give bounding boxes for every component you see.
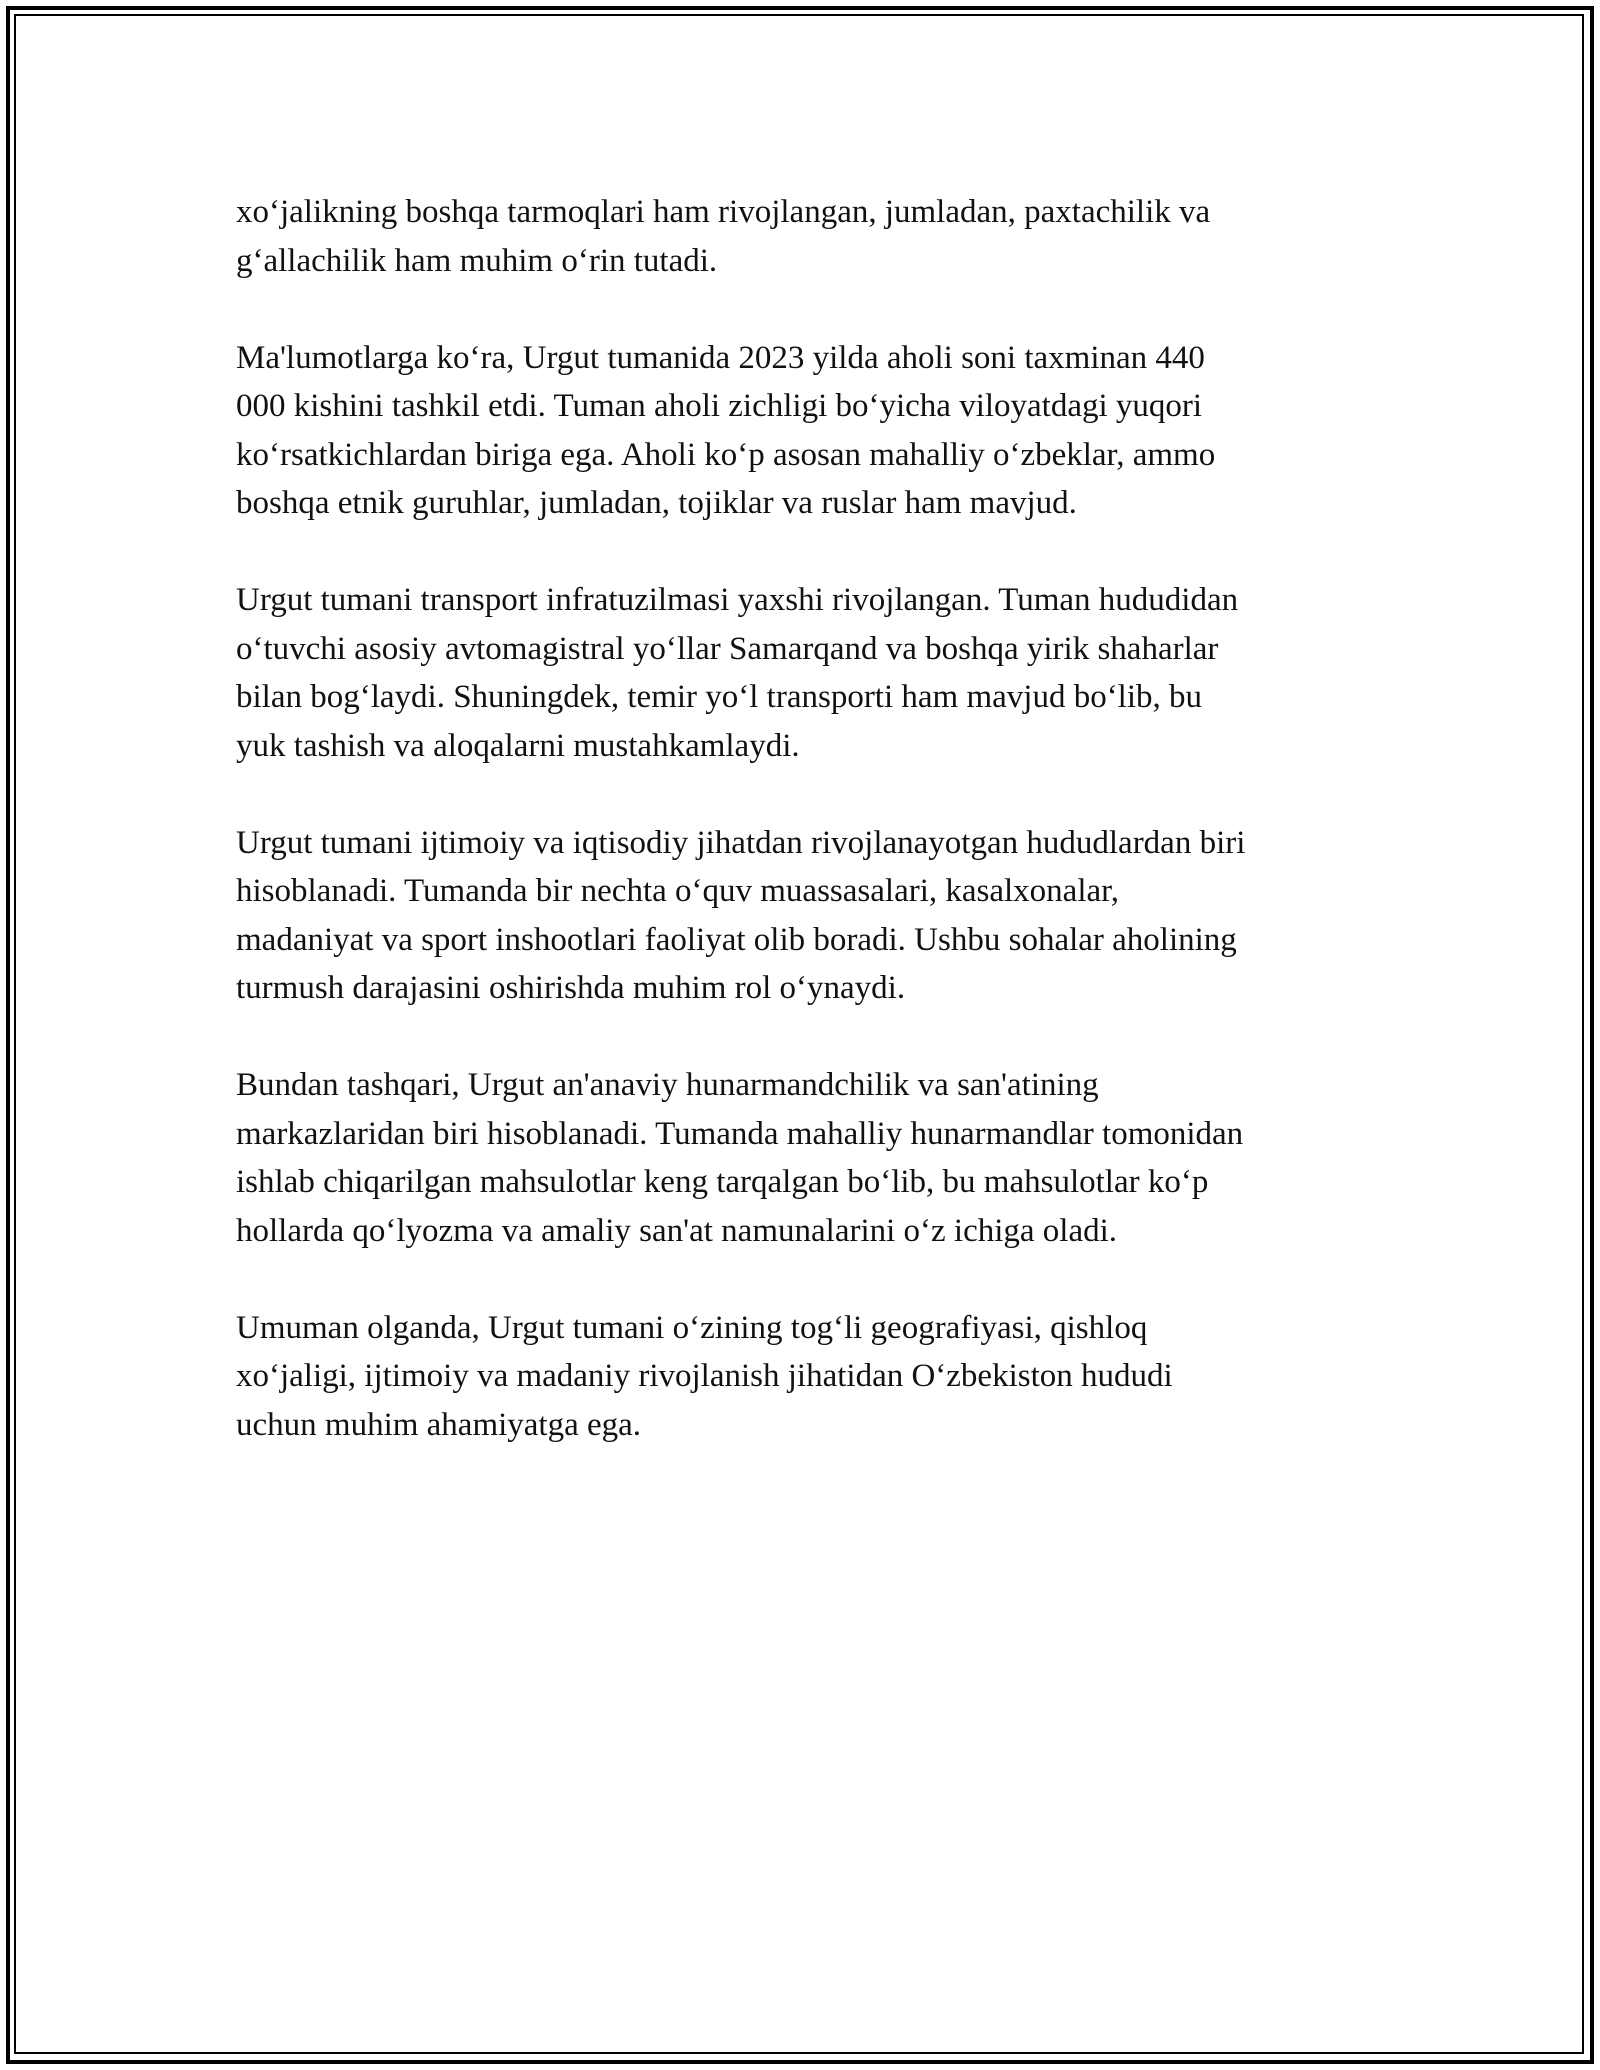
paragraph-6: Umuman olganda, Urgut tumani o‘zining tog‘li geografiyasi, qishloq xo‘jaligi, ijtimoiy va madaniy rivojlanish jihatidan O‘zbekiston hududi uchun muhim ahamiyatga ega. — [236, 1309, 1173, 1443]
paragraph-4: Urgut tumani ijtimoiy va iqtisodiy jihatdan rivojlanayotgan hududlardan biri hisoblanadi. Tumanda bir nechta o‘quv muassasalari, kasalxonalar, madaniyat va sport inshootlari faoliyat olib boradi. Ushbu sohalar aholining turmush darajasini oshirishda muhim rol o‘ynaydi. — [236, 824, 1246, 1006]
paragraph-3: Urgut tumani transport infratuzilmasi yaxshi rivojlangan. Tuman hududidan o‘tuvchi asosiy avtomagistral yo‘llar Samarqand va boshqa yirik shaharlar bilan bog‘laydi. Shuningdek, temir yo‘l transporti ham mavjud bo‘lib, bu yuk tashish va aloqalarni mustahkamlaydi. — [236, 582, 1239, 764]
paragraph-2: Ma'lumotlarga ko‘ra, Urgut tumanida 2023 yilda aholi soni taxminan 440 000 kishini tashkil etdi. Tuman aholi zichligi bo‘yicha viloyatdagi yuqori ko‘rsatkichlardan biriga ega. Aholi ko‘p asosan mahalliy o‘zbeklar, ammo boshqa etnik guruhlar, jumladan, tojiklar va ruslar ham mavjud. — [236, 339, 1216, 521]
paragraph-5: Bundan tashqari, Urgut an'anaviy hunarmandchilik va san'atining markazlaridan biri hisoblanadi. Tumanda mahalliy hunarmandlar tomonidan ishlab chiqarilgan mahsulotlar keng tarqalgan bo‘lib, bu mahsulotlar ko‘p hollarda qo‘lyozma va amaliy san'at namunalarini o‘z ichiga oladi. — [236, 1067, 1244, 1249]
paragraph-1: xo‘jalikning boshqa tarmoqlari ham rivojlangan, jumladan, paxtachilik va g‘allachilik ham muhim o‘rin tutadi. — [236, 194, 1211, 279]
document-body — [236, 188, 1376, 1498]
